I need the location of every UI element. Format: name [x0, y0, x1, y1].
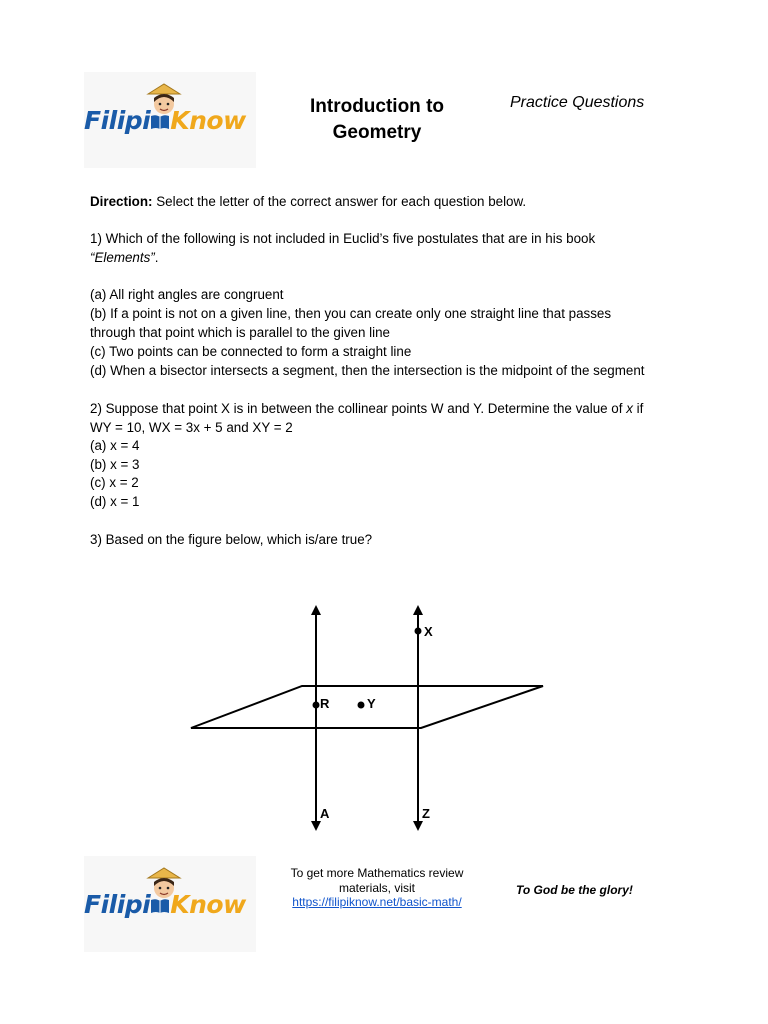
page-subtitle: Practice Questions [510, 94, 645, 111]
q1-option-b-line-1: (b) If a point is not on a given line, then you can create only one straight line that passes [90, 306, 612, 321]
point-r [313, 702, 320, 709]
direction-text: Select the letter of the correct answer for each question below. [152, 194, 527, 209]
q3-line: 3) Based on the figure below, which is/are true? [90, 532, 373, 547]
filipiknow-logo-footer [84, 856, 256, 952]
q2-line-2: WY = 10, WX = 3x + 5 and XY = 2 [90, 420, 293, 435]
q2-option-d: (d) x = 1 [90, 494, 140, 509]
point-y [358, 702, 365, 709]
footer-tagline: To God be the glory! [516, 883, 633, 897]
label-a: A [320, 806, 330, 821]
logo-text-know: Know [170, 890, 246, 919]
q2-line-1-end: if [632, 401, 644, 416]
q1-line-2 [90, 249, 158, 268]
logo-text-filipi: Filipi [84, 106, 151, 135]
q1-option-a: (a) All right angles are congruent [90, 287, 284, 302]
geometry-figure [180, 598, 560, 834]
logo-text-know: Know [170, 106, 246, 135]
title-line-1: Introduction to [309, 96, 445, 117]
q1-period: . [154, 250, 159, 265]
logo-text-filipi: Filipi [84, 890, 151, 919]
point-x [415, 628, 422, 635]
direction-line [90, 193, 526, 212]
footer-line-1: To get more Mathematics review [290, 866, 464, 880]
footer-link[interactable]: https://filipiknow.net/basic-math/ [292, 895, 462, 909]
direction-label: Direction: [90, 194, 153, 209]
q2-option-c: (c) x = 2 [90, 475, 139, 490]
page-title [290, 94, 464, 146]
q1-option-b-line-2: through that point which is parallel to the given line [90, 325, 390, 340]
q1-line-1: 1) Which of the following is not included in Euclid’s five postulates that are in his book [90, 231, 596, 246]
q2-line-1-start: 2) Suppose that point X is in between the collinear points W and Y. Determine the value of [90, 401, 627, 416]
q2-option-b: (b) x = 3 [90, 457, 140, 472]
label-z: Z [422, 806, 430, 821]
filipiknow-logo [84, 72, 256, 168]
title-line-2: Geometry [332, 122, 422, 143]
q2-variable: x [626, 401, 633, 416]
label-y: Y [367, 696, 376, 711]
footer-info [272, 866, 482, 910]
book-icon [150, 114, 170, 130]
q2-line-1 [90, 400, 643, 419]
label-r: R [320, 696, 330, 711]
book-icon [150, 898, 170, 914]
q1-option-d: (d) When a bisector intersects a segment, then the intersection is the midpoint of the segment [90, 363, 645, 378]
q2-option-a: (a) x = 4 [90, 438, 140, 453]
q1-option-c: (c) Two points can be connected to form a straight line [90, 344, 412, 359]
label-x: X [424, 624, 433, 639]
footer-line-2: materials, visit [338, 880, 415, 895]
q1-book-title: “Elements” [90, 250, 155, 265]
